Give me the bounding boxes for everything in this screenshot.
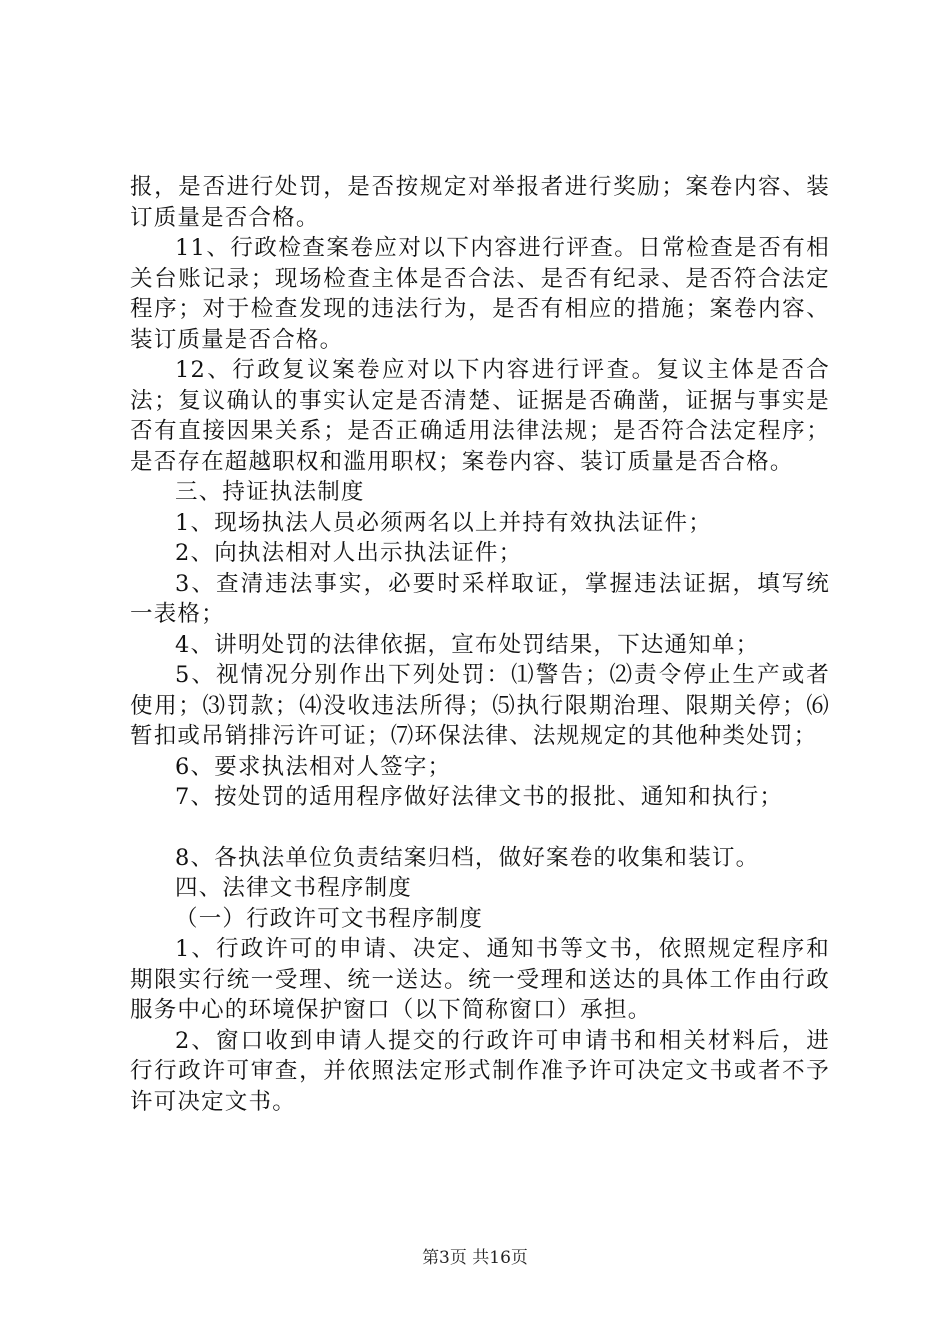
paragraph-item-8: 8、各执法单位负责结案归档，做好案卷的收集和装订。	[175, 844, 760, 871]
document-body	[130, 172, 830, 1117]
page-number-footer: 第3页 共16页	[422, 1248, 528, 1268]
subsection-heading-1: （一）行政许可文书程序制度	[175, 905, 484, 932]
paragraph-item-11: 11、行政检查案卷应对以下内容进行评查。日常检查是否有相关台账记录；现场检查主体是否合法、是否有纪录、是否符合法定程序；对于检查发现的违法行为，是否有相应的措施；案卷内容、装订质量是否合格。	[130, 235, 830, 353]
paragraph-item-2: 2、向执法相对人出示执法证件；	[175, 540, 523, 566]
section-heading-4: 四、法律文书程序制度	[175, 875, 413, 901]
paragraph-continuation: 报，是否进行处罚，是否按规定对举报者进行奖励；案卷内容、装订质量是否合格。	[130, 174, 830, 231]
section-heading-3: 三、持证执法制度	[175, 479, 365, 505]
paragraph-permit-1: 1、行政许可的申请、决定、通知书等文书，依照规定程序和期限实行统一受理、统一送达。统一受理和送达的具体工作由行政服务中心的环境保护窗口（以下简称窗口）承担。	[130, 936, 830, 1023]
paragraph-permit-2: 2、窗口收到申请人提交的行政许可申请书和相关材料后，进行行政许可审查，并依照法定形式制作准予许可决定文书或者不予许可决定文书。	[130, 1027, 830, 1115]
paragraph-item-12: 12、行政复议案卷应对以下内容进行评查。复议主体是否合法；复议确认的事实认定是否清楚、证据是否确凿，证据与事实是否有直接因果关系；是否正确适用法律法规；是否符合法定程序；是否存在超越职权和滥用职权；案卷内容、装订质量是否合格。	[130, 357, 830, 475]
paragraph-item-6: 6、要求执法相对人签字；	[175, 753, 452, 780]
paragraph-item-1: 1、现场执法人员必须两名以上并持有效执法证件；	[175, 509, 712, 536]
paragraph-item-7: 7、按处罚的适用程序做好法律文书的报批、通知和执行；	[175, 784, 784, 810]
paragraph-item-3: 3、查清违法事实，必要时采样取证，掌握违法证据，填写统一表格；	[130, 570, 830, 627]
blank-line	[130, 813, 830, 843]
paragraph-item-5: 5、视情况分别作出下列处罚：⑴警告；⑵责令停止生产或者使用；⑶罚款；⑷没收违法所得；⑸执行限期治理、限期关停；⑹暂扣或吊销排污许可证；⑺环保法律、法规规定的其他种类处罚；	[130, 662, 830, 749]
paragraph-item-4: 4、讲明处罚的法律依据，宣布处罚结果，下达通知单；	[175, 631, 760, 658]
